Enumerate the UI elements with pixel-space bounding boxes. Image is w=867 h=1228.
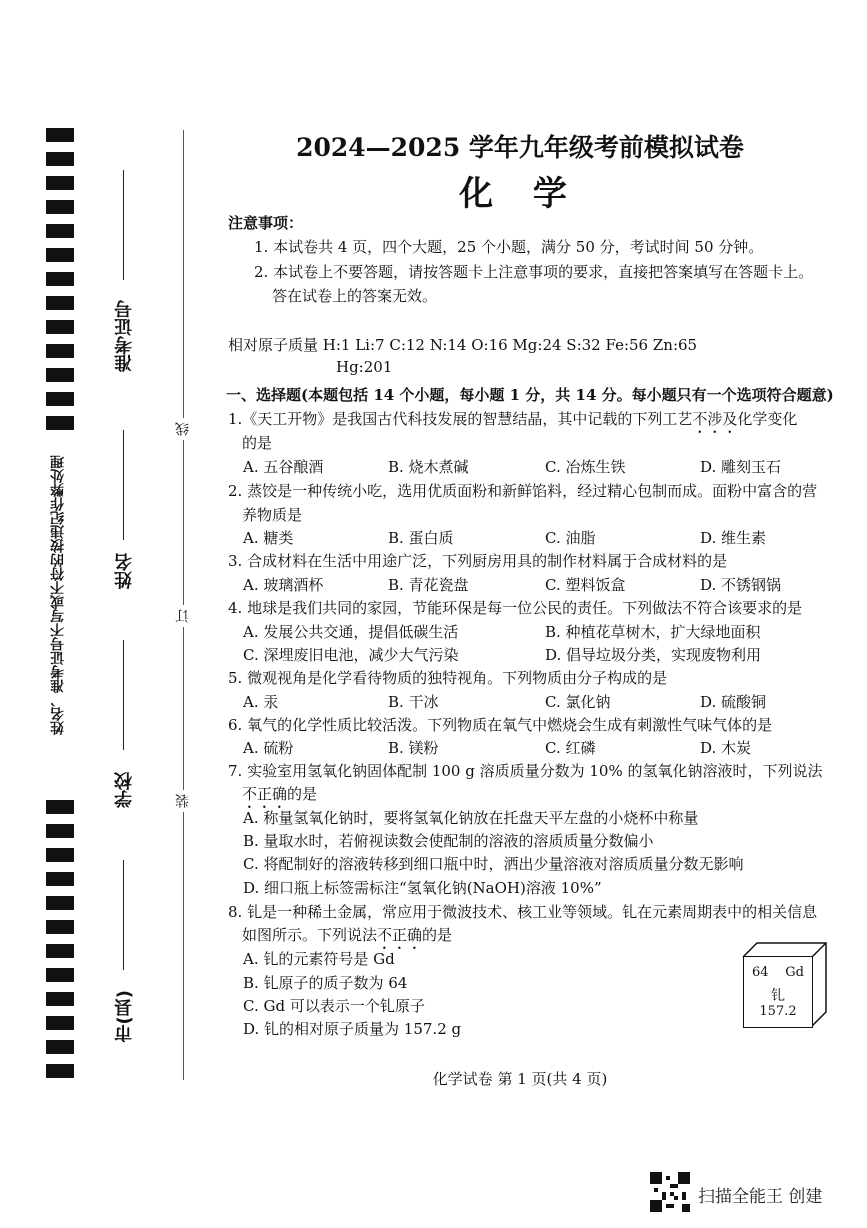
note-item: 1. 本试卷共 4 页，四个大题，25 个小题，满分 50 分，考试时间 50 分钟。: [254, 238, 764, 256]
zhuang-mark: 装: [173, 790, 193, 812]
option: C. 油脂: [545, 529, 596, 547]
option: A. 钆的元素符号是 Gd: [243, 950, 395, 968]
option: D. 钆的相对原子质量为 157.2 g: [243, 1020, 462, 1038]
option: D. 硫酸铜: [700, 693, 767, 711]
element-mass: 157.2: [759, 1004, 797, 1019]
option: B. 蛋白质: [388, 529, 454, 547]
question-7-stem-cont: 不正确的是: [242, 785, 318, 803]
ding-mark: 订: [173, 605, 193, 627]
option: B. 量取水时，若俯视读数会使配制的溶液的溶质质量分数偏小: [243, 832, 654, 850]
exam-number-blank: [123, 170, 124, 280]
option: A. 称量氢氧化钠时，要将氢氧化钠放在托盘天平左盘的小烧杯中称量: [243, 809, 699, 827]
option: C. 将配制好的溶液转移到细口瓶中时，洒出少量溶液对溶质质量分数无影响: [243, 855, 744, 873]
note-item: 答在试卷上的答案无效。: [272, 287, 438, 305]
city-blank: [123, 860, 124, 970]
atomic-mass-line: 相对原子质量 H:1 Li:7 C:12 N:14 O:16 Mg:24 S:32 Fe:56 Zn:65: [228, 336, 698, 354]
school-blank: [123, 640, 124, 750]
question-2-stem-cont: 养物质是: [242, 506, 303, 524]
option: C. 塑料饭盒: [545, 576, 626, 594]
question-2-stem: 2. 蒸饺是一种传统小吃，选用优质面粉和新鲜馅料，经过精心包制而成。面粉中富含的营: [228, 482, 818, 500]
name-blank: [123, 430, 124, 540]
option: A. 发展公共交通，提倡低碳生活: [243, 623, 459, 641]
question-7-stem: 7. 实验室用氢氧化钠固体配制 100 g 溶质质量分数为 10% 的氢氧化钠溶液时，下列说法: [228, 762, 823, 780]
option: B. 镁粉: [388, 739, 439, 757]
question-8-stem: 8. 钆是一种稀土金属，常应用于微波技术、核工业等领域。钆在元素周期表中的相关信息: [228, 903, 818, 921]
question-6-stem: 6. 氧气的化学性质比较活泼。下列物质在氧气中燃烧会生成有刺激性气味气体的是: [228, 716, 773, 734]
side-notice: 姓名、准考证号不写或不符的按违纪作弊处理: [50, 455, 66, 735]
exam-number-label: 准考证号: [114, 300, 135, 372]
option: B. 青花瓷盘: [388, 576, 469, 594]
option: C. 冶炼生铁: [545, 458, 626, 476]
element-symbol: Gd: [785, 965, 804, 980]
note-item: 2. 本试卷上不要答题，请按答题卡上注意事项的要求，直接把答案填写在答题卡上。: [254, 263, 814, 281]
element-number: 64: [752, 965, 769, 980]
scanner-watermark: 扫描全能王 创建: [698, 1187, 823, 1207]
question-4-stem: 4. 地球是我们共同的家园，节能环保是每一位公民的责任。下列做法不符合该要求的是: [228, 599, 803, 617]
option: A. 汞: [243, 693, 279, 711]
option: B. 种植花草树木，扩大绿地面积: [545, 623, 761, 641]
option: B. 干冰: [388, 693, 439, 711]
name-label: 姓名: [114, 553, 135, 589]
option: A. 糖类: [243, 529, 294, 547]
xian-mark: 线: [173, 418, 193, 440]
atomic-mass-line: Hg:201: [336, 358, 393, 376]
option: A. 硫粉: [243, 739, 294, 757]
school-label: 学校: [114, 772, 135, 808]
option: D. 雕刻玉石: [700, 458, 782, 476]
option: A. 五谷酿酒: [243, 458, 324, 476]
city-label: 市(县): [114, 990, 135, 1043]
option: D. 维生素: [700, 529, 767, 547]
option: C. 氯化钠: [545, 693, 611, 711]
exam-title: 2024—2025 学年九年级考前模拟试卷: [296, 133, 744, 162]
element-card: [743, 956, 813, 1028]
option: C. 深埋废旧电池，减少大气污染: [243, 646, 459, 664]
option: D. 木炭: [700, 739, 752, 757]
option: C. Gd 可以表示一个钆原子: [243, 997, 425, 1015]
option: C. 红磷: [545, 739, 596, 757]
question-3-stem: 3. 合成材料在生活中用途广泛，下列厨房用具的制作材料属于合成材料的是: [228, 552, 728, 570]
option: D. 细口瓶上标签需标注“氢氧化钠(NaOH)溶液 10%”: [243, 879, 602, 897]
page-footer: 化学试卷 第 1 页(共 4 页): [432, 1070, 608, 1088]
option: A. 玻璃酒杯: [243, 576, 324, 594]
option: D. 不锈钢锅: [700, 576, 782, 594]
option: D. 倡导垃圾分类，实现废物利用: [545, 646, 762, 664]
question-8-stem-cont: 如图所示。下列说法不正确的是: [242, 926, 453, 944]
option: B. 钆原子的质子数为 64: [243, 974, 408, 992]
question-1-stem-cont: 的是: [242, 434, 273, 452]
subject-title: 化 学: [459, 174, 581, 214]
option: B. 烧木煮碱: [388, 458, 469, 476]
qr-code-icon: [650, 1172, 690, 1212]
notes-heading: 注意事项：: [228, 214, 304, 232]
question-5-stem: 5. 微观视角是化学看待物质的独特视角。下列物质由分子构成的是: [228, 669, 668, 687]
element-name: 钆: [771, 988, 785, 1004]
question-1-stem: 1.《天工开物》是我国古代科技发展的智慧结晶，其中记载的下列工艺不涉及化学变化: [228, 410, 798, 428]
section-heading: 一、选择题(本题包括 14 个小题，每小题 1 分，共 14 分。每小题只有一个选项符合题意): [226, 386, 834, 404]
